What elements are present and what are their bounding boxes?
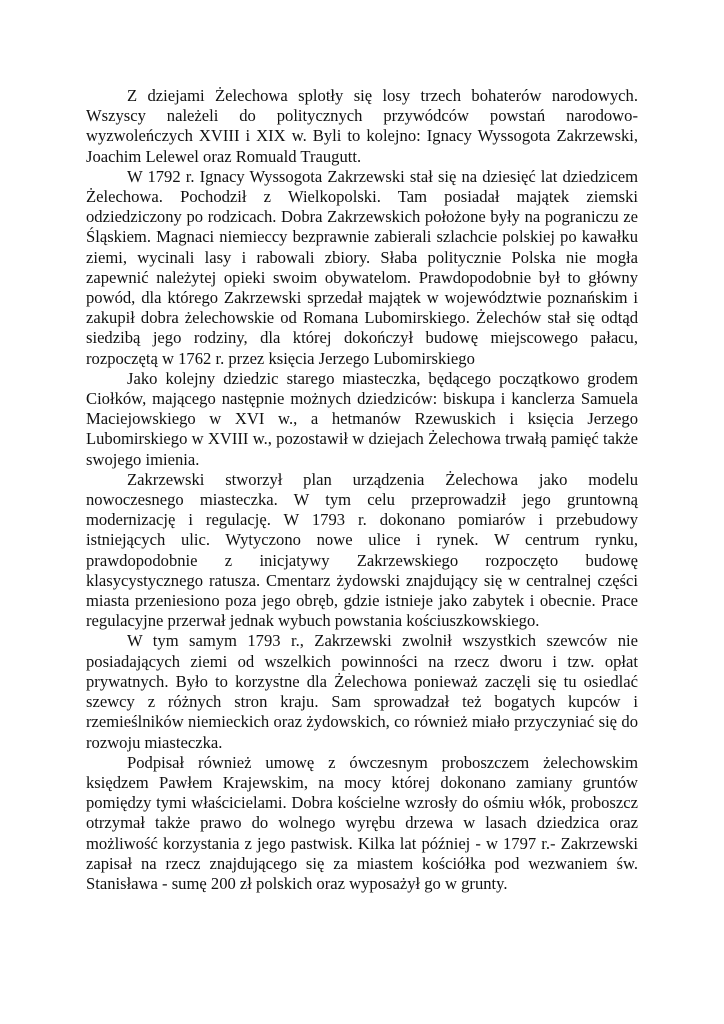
paragraph-shoemakers: W tym samym 1793 r., Zakrzewski zwolnił wszystkich szewców nie posiadających ziemi od wszelkich powinności na rzecz dworu i tzw. opłat prywatnych. Było to korzystne dla Żelechowa ponieważ zaczęli się tu osiedlać szewcy z różnych stron kraju. Sam sprowadzał też bogatych kupców i rzemieślników niemieckich oraz żydowskich, co również miało przyczyniać się do rozwoju miasteczka. xyxy=(86,631,638,752)
paragraph-town-history: Jako kolejny dziedzic starego miasteczka, będącego początkowo grodem Ciołków, mającego następnie możnych dziedziców: biskupa i kanclerza Samuela Maciejowskiego w XVI w., a hetmanów Rzewuskich i księcia Jerzego Lubomirskiego w XVIII w., pozostawił w dziejach Żelechowa trwałą pamięć także swojego imienia. xyxy=(86,368,638,469)
paragraph-intro: Z dziejami Żelechowa splotły się losy trzech bohaterów narodowych. Wszyscy należeli do politycznych przywódców powstań narodowo-wyzwoleńczych XVIII i XIX w. Byli to kolejno: Ignacy Wyssogota Zakrzewski, Joachim Lelewel oraz Romuald Traugutt. xyxy=(86,86,638,166)
document-page xyxy=(86,86,638,894)
paragraph-church-agreement: Podpisał również umowę z ówczesnym proboszczem żelechowskim księdzem Pawłem Krajewskim, na mocy której dokonano zamiany gruntów pomiędzy tymi właścicielami. Dobra kościelne wzrosły do ośmiu włók, proboszcz otrzymał także prawo do wolnego wyrębu drzewa w lasach dziedzica oraz możliwość korzystania z jego pastwisk. Kilka lat później - w 1797 r.- Zakrzewski zapisał na rzecz znajdującego się za miastem kościółka pod wezwaniem św. Stanisława - sumę 200 zł polskich oraz wyposażył go w grunty. xyxy=(86,752,638,893)
paragraph-zakrzewski-arrival: W 1792 r. Ignacy Wyssogota Zakrzewski stał się na dziesięć lat dziedzicem Żelechowa. Pochodził z Wielkopolski. Tam posiadał majątek ziemski odziedziczony po rodzicach. Dobra Zakrzewskich położone były na pograniczu ze Śląskiem. Magnaci niemieccy bezprawnie zabierali szlachcie polskiej po kawałku ziemi, wycinali lasy i rabowali zbiory. Słaba politycznie Polska nie mogła zapewnić należytej opieki swoim obywatelom. Prawdopodobnie był to główny powód, dla którego Zakrzewski sprzedał majątek w województwie poznańskim i zakupił dobra żelechowskie od Romana Lubomirskiego. Żelechów stał się odtąd siedzibą jego rodziny, dla której dokończył budowę miejscowego pałacu, rozpoczętą w 1762 r. przez księcia Jerzego Lubomirskiego xyxy=(86,166,638,368)
paragraph-town-plan: Zakrzewski stworzył plan urządzenia Żelechowa jako modelu nowoczesnego miasteczka. W tym celu przeprowadził jego gruntowną modernizację i regulację. W 1793 r. dokonano pomiarów i przebudowy istniejących ulic. Wytyczono nowe ulice i rynek. W centrum rynku, prawdopodobnie z inicjatywy Zakrzewskiego rozpoczęto budowę klasycystycznego ratusza. Cmentarz żydowski znajdujący się w centralnej części miasta przeniesiono poza jego obręb, gdzie istnieje jako zabytek i obecnie. Prace regulacyjne przerwał jednak wybuch powstania kościuszkowskiego. xyxy=(86,469,638,631)
